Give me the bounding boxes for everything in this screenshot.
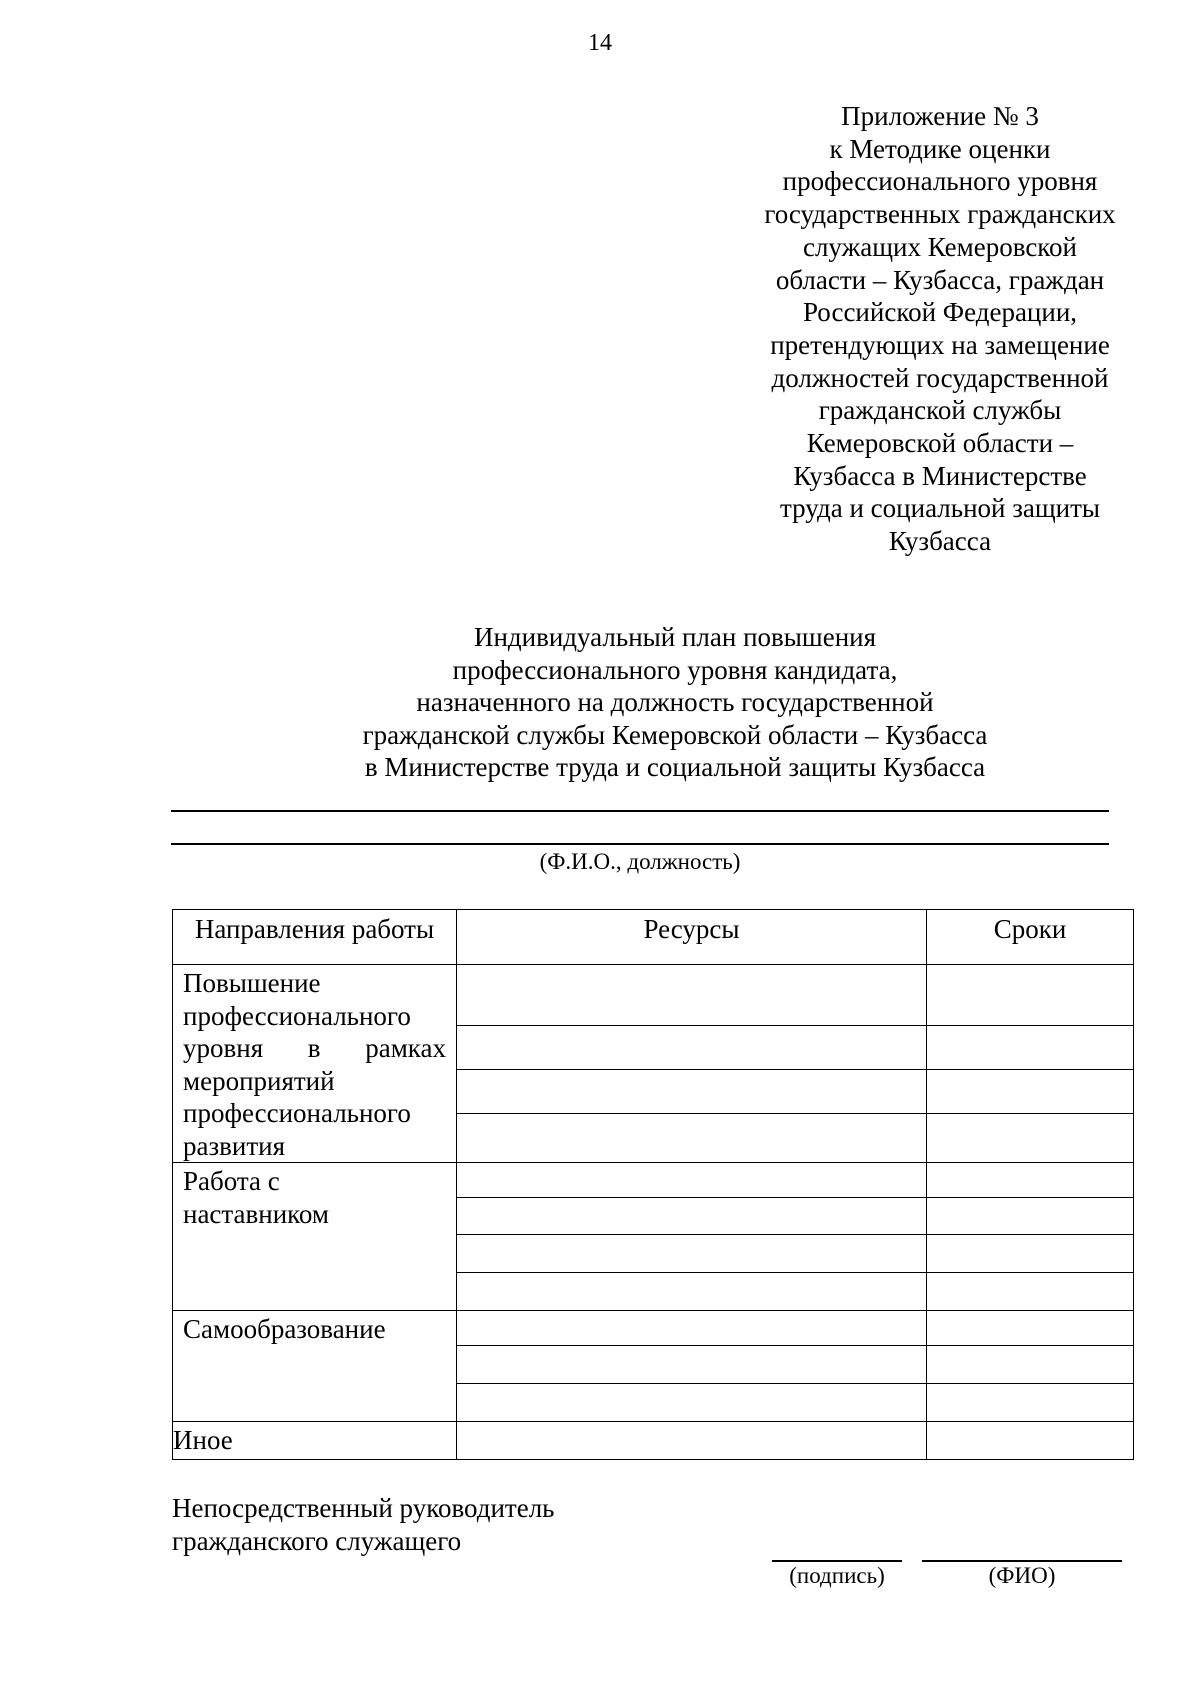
appendix-line: Приложение № 3 — [841, 101, 1039, 131]
name-input-line-1[interactable] — [171, 810, 1109, 812]
deadline-cell[interactable] — [927, 1311, 1134, 1346]
title-line: профессионального уровня кандидата, — [452, 654, 898, 685]
direction-line: профессионального — [183, 1000, 411, 1031]
table-row — [173, 965, 1134, 1026]
direction-line: мероприятий — [183, 1065, 335, 1096]
fio-caption: (Ф.И.О., должность) — [539, 849, 741, 874]
appendix-line: Кузбасса — [888, 526, 992, 557]
appendix-line: претендующих на замещение — [770, 329, 1110, 360]
table-row — [173, 1163, 1134, 1198]
direction-mentor — [173, 1163, 457, 1311]
supervisor-block — [172, 1492, 554, 1557]
document-title — [300, 621, 1050, 784]
appendix-line: государственных гражданских — [764, 199, 1116, 230]
appendix-line: гражданской службы — [818, 395, 1062, 426]
table-header-row — [173, 910, 1134, 965]
direction-line: профессионального — [183, 1098, 411, 1128]
deadline-cell[interactable] — [927, 965, 1134, 1026]
appendix-note — [700, 100, 1180, 558]
direction-line: Повышение — [183, 968, 321, 998]
appendix-line: должностей государственной — [771, 362, 1109, 393]
header-resources: Ресурсы — [457, 910, 927, 965]
appendix-line: Российской Федерации, — [802, 297, 1078, 328]
resource-cell[interactable] — [457, 1311, 927, 1346]
title-line: Индивидуальный план повышения — [473, 622, 877, 652]
title-line: в Министерстве труда и социальной защиты Кузбасса — [364, 752, 986, 783]
direction-line: Самообразование — [183, 1314, 386, 1344]
direction-self-education — [173, 1311, 457, 1422]
direction-line: развития — [183, 1130, 286, 1161]
direction-other — [173, 1422, 457, 1460]
page-number: 14 — [588, 30, 612, 56]
resource-cell[interactable] — [457, 1235, 927, 1273]
direction-professional-development — [173, 965, 457, 1163]
deadline-cell[interactable] — [927, 1422, 1134, 1460]
deadline-cell[interactable] — [927, 1070, 1134, 1114]
direction-line: уровня в рамках — [183, 1033, 446, 1063]
appendix-line: к Методике оценки — [829, 133, 1051, 164]
direction-line: наставником — [183, 1198, 329, 1229]
deadline-cell[interactable] — [927, 1346, 1134, 1384]
resource-cell[interactable] — [457, 1273, 927, 1311]
deadline-cell[interactable] — [927, 1273, 1134, 1311]
deadline-cell[interactable] — [927, 1384, 1134, 1422]
resource-cell[interactable] — [457, 1384, 927, 1422]
appendix-line: служащих Кемеровской — [802, 231, 1078, 262]
table-row — [173, 1311, 1134, 1346]
resource-cell[interactable] — [457, 1422, 927, 1460]
resource-cell[interactable] — [457, 965, 927, 1026]
resource-cell[interactable] — [457, 1198, 927, 1235]
appendix-line: труда и социальной защиты — [779, 493, 1101, 524]
appendix-line: Кузбасса в Министерстве — [793, 460, 1087, 491]
title-line: гражданской службы Кемеровской области – Кузбасса — [362, 719, 988, 750]
name-line[interactable] — [922, 1560, 1122, 1562]
supervisor-line: Непосредственный руководитель — [172, 1493, 555, 1523]
resource-cell[interactable] — [457, 1114, 927, 1163]
supervisor-line: гражданского служащего — [172, 1525, 462, 1556]
header-directions: Направления работы — [173, 910, 457, 965]
direction-line: Работа с — [183, 1166, 280, 1196]
deadline-cell[interactable] — [927, 1163, 1134, 1198]
name-caption: (ФИО) — [988, 1563, 1056, 1588]
appendix-line: области – Кузбасса, граждан — [775, 264, 1105, 295]
deadline-cell[interactable] — [927, 1235, 1134, 1273]
plan-table — [172, 909, 1134, 1460]
deadline-cell[interactable] — [927, 1198, 1134, 1235]
table-row — [173, 1422, 1134, 1460]
name-input-line-2[interactable] — [171, 843, 1109, 845]
deadline-cell[interactable] — [927, 1114, 1134, 1163]
signature-line[interactable] — [772, 1560, 902, 1562]
direction-line: Иное — [173, 1425, 233, 1456]
title-line: назначенного на должность государственной — [416, 687, 934, 718]
resource-cell[interactable] — [457, 1026, 927, 1070]
appendix-line: Кемеровской области – — [806, 428, 1074, 459]
appendix-line: профессионального уровня — [782, 166, 1098, 197]
resource-cell[interactable] — [457, 1070, 927, 1114]
resource-cell[interactable] — [457, 1163, 927, 1198]
deadline-cell[interactable] — [927, 1026, 1134, 1070]
resource-cell[interactable] — [457, 1346, 927, 1384]
signature-caption: (подпись) — [789, 1563, 885, 1588]
header-deadlines: Сроки — [927, 910, 1134, 965]
